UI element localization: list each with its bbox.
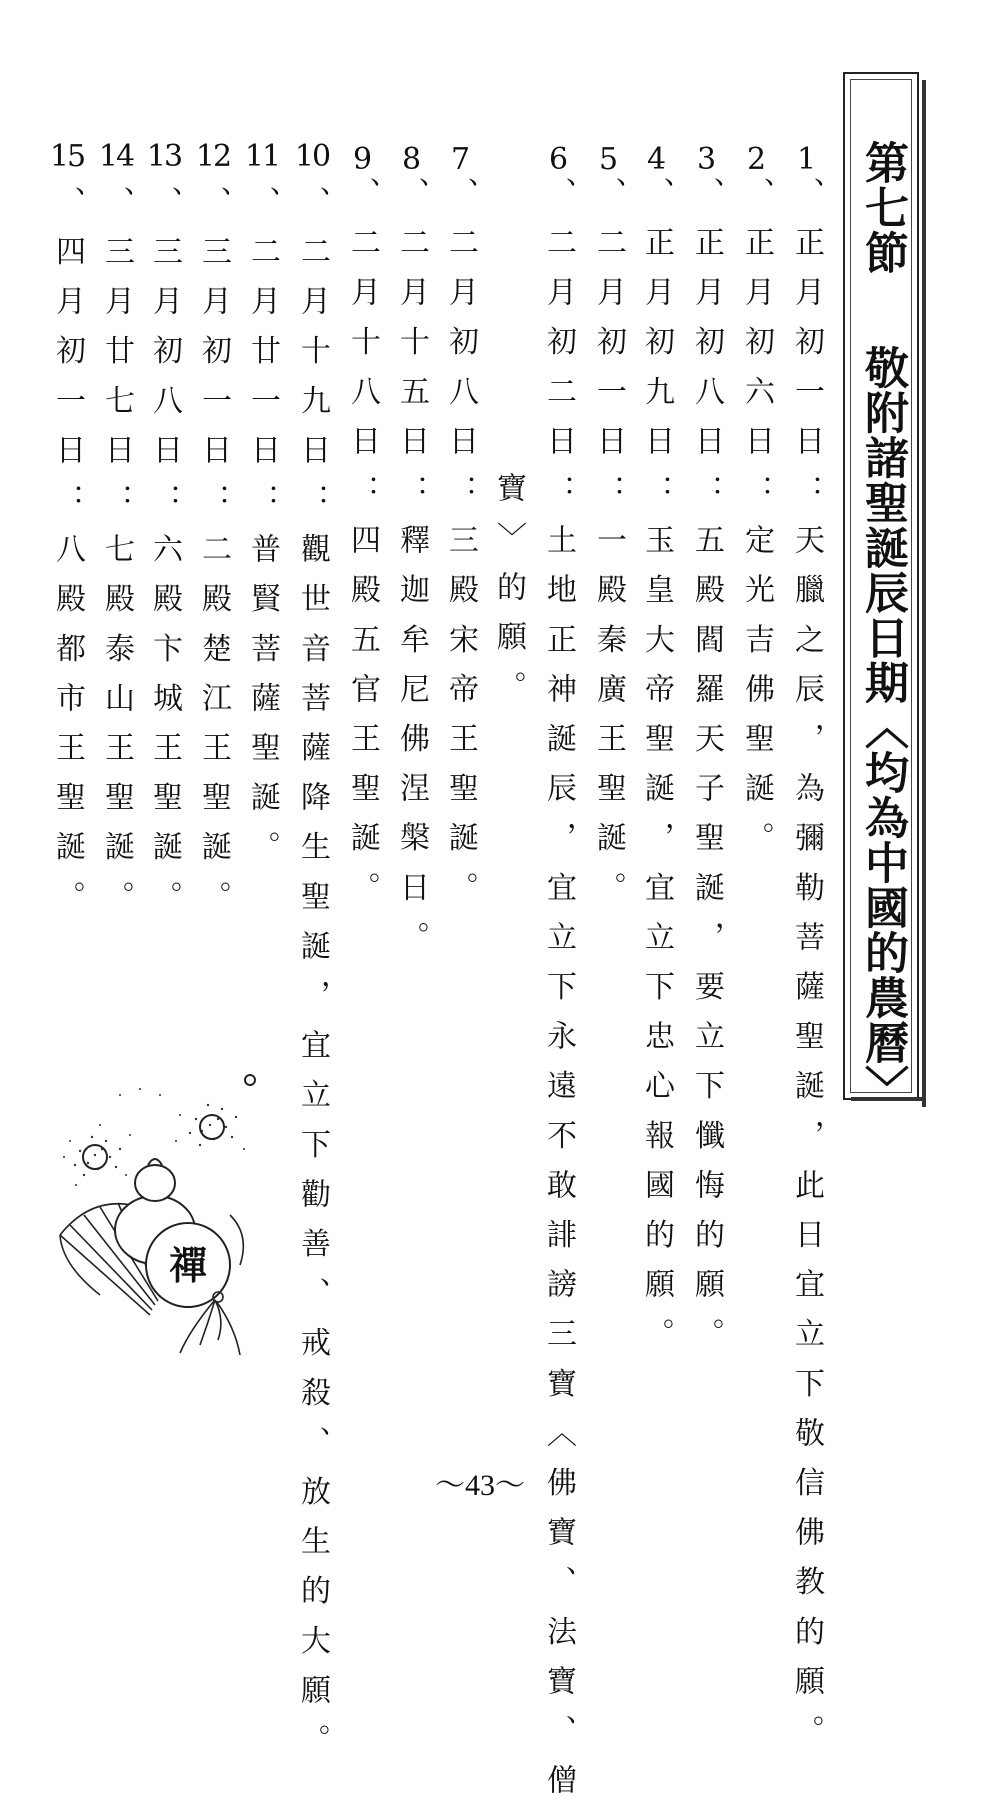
entry-5: 5、二月初一日：一殿秦廣王聖誕。 [588, 142, 628, 921]
entry-number: 5 [591, 142, 626, 177]
section-heading: 敬附諸聖誕辰日期 [857, 345, 908, 705]
entry-text: 土地正神誕辰，宜立下永遠不敢誹謗三寶〈佛寶、法寶、僧 [541, 524, 576, 1814]
small-ring [245, 1075, 255, 1085]
entry-13: 13、三月初八日：六殿卞城王聖誕。 [144, 142, 184, 930]
entry-text: 玉皇大帝聖誕，宜立下忠心報國的願。 [639, 524, 674, 1368]
entry-date: 正月初六日： [739, 226, 774, 525]
entry-number: 8 [394, 142, 429, 177]
entry-2: 2、正月初六日：定光吉佛聖誕。 [736, 142, 776, 871]
entry-date: 二月初一日： [591, 226, 626, 525]
entry-date: 正月初九日： [639, 226, 674, 525]
entry-6: 6、二月初二日：土地正神誕辰，宜立下永遠不敢誹謗三寶〈佛寶、法寶、僧 [538, 142, 578, 1814]
entry-3: 3、正月初八日：五殿閻羅天子聖誕，要立下懺悔的願。 [686, 142, 726, 1367]
entry-text: 四殿五官王聖誕。 [345, 524, 380, 922]
entry-number: 15 [49, 139, 85, 174]
entry-date: 二月初二日： [541, 226, 576, 525]
entry-text: 三殿宋帝王聖誕。 [443, 524, 478, 922]
entry-number: 2 [739, 142, 774, 177]
halo-center-right [200, 1115, 224, 1139]
section-note: 〈均為中國的農曆〉 [857, 705, 908, 1110]
entry-number: 13 [146, 139, 182, 174]
entry-date: 二月十八日： [345, 226, 380, 525]
entry-date: 正月初一日： [789, 226, 824, 525]
entry-date: 二月廿一日： [245, 235, 280, 534]
entry-number: 10 [294, 139, 330, 174]
entry-1: 1、正月初一日：天臘之辰，為彌勒菩薩聖誕，此日宜立下敬信佛教的願。 [786, 142, 826, 1764]
halo-center-left [83, 1145, 107, 1169]
entry-text: 普賢菩薩聖誕。 [245, 533, 280, 881]
entry-number: 6 [541, 142, 576, 177]
dotted-halo-right [119, 1088, 245, 1150]
entry-7: 7、二月初八日：三殿宋帝王聖誕。 [440, 142, 480, 921]
entry-text: 八殿都市王聖誕。 [50, 533, 85, 931]
section-number: 第七節 [857, 140, 908, 275]
gourd-fan-illustration [40, 1065, 280, 1375]
seal-character: 禪 [168, 1244, 208, 1288]
entry-number: 9 [345, 142, 380, 177]
entry-number: 12 [195, 139, 231, 174]
entry-date: 三月廿七日： [99, 235, 134, 534]
entry-text: 天臘之辰，為彌勒菩薩聖誕，此日宜立下敬信佛教的願。 [789, 524, 824, 1765]
section-title [858, 140, 906, 1110]
entry-12: 12、三月初一日：二殿楚江王聖誕。 [193, 142, 233, 930]
entry-11: 11、二月廿一日：普賢菩薩聖誕。 [242, 142, 282, 880]
entry-number: 4 [639, 142, 674, 177]
entry-text: 釋迦牟尼佛涅槃日。 [394, 524, 429, 971]
entry-date: 正月初八日： [689, 226, 724, 525]
entry-10: 10、二月十九日：觀世音菩薩降生聖誕，宜立下勸善、戒殺、放生的大願。 [292, 142, 332, 1773]
entry-date: 二月初八日： [443, 226, 478, 525]
entry-text: 二殿楚江王聖誕。 [196, 533, 231, 931]
entry-text: 六殿卞城王聖誕。 [147, 533, 182, 931]
entry-6-continuation [488, 472, 528, 720]
entry-9: 9、二月十八日：四殿五官王聖誕。 [342, 142, 382, 921]
entry-text-continuation: 寶〉的願。 [491, 472, 526, 720]
page-number: ～43～ [435, 1469, 525, 1502]
entry-number: 3 [689, 142, 724, 177]
entry-text: 七殿泰山王聖誕。 [99, 533, 134, 931]
entry-4: 4、正月初九日：玉皇大帝聖誕，宜立下忠心報國的願。 [636, 142, 676, 1367]
entry-text: 定光吉佛聖誕。 [739, 524, 774, 872]
entry-date: 四月初一日： [50, 235, 85, 534]
entry-date: 二月十五日： [394, 226, 429, 525]
entry-number: 11 [244, 139, 280, 174]
entry-15: 15、四月初一日：八殿都市王聖誕。 [47, 142, 87, 930]
entry-8: 8、二月十五日：釋迦牟尼佛涅槃日。 [391, 142, 431, 971]
entry-text: 五殿閻羅天子聖誕，要立下懺悔的願。 [689, 524, 724, 1368]
entry-number: 14 [98, 139, 134, 174]
entry-number: 1 [789, 142, 824, 177]
entry-text: 觀世音菩薩降生聖誕，宜立下勸善、戒殺、放生的大願。 [295, 533, 330, 1774]
entry-date: 三月初八日： [147, 235, 182, 534]
entry-date: 二月十九日： [295, 235, 330, 534]
entry-number: 7 [443, 142, 478, 177]
entry-14: 14、三月廿七日：七殿泰山王聖誕。 [96, 142, 136, 930]
entry-date: 三月初一日： [196, 235, 231, 534]
dotted-halo-left [63, 1124, 131, 1186]
entry-text: 一殿秦廣王聖誕。 [591, 524, 626, 922]
